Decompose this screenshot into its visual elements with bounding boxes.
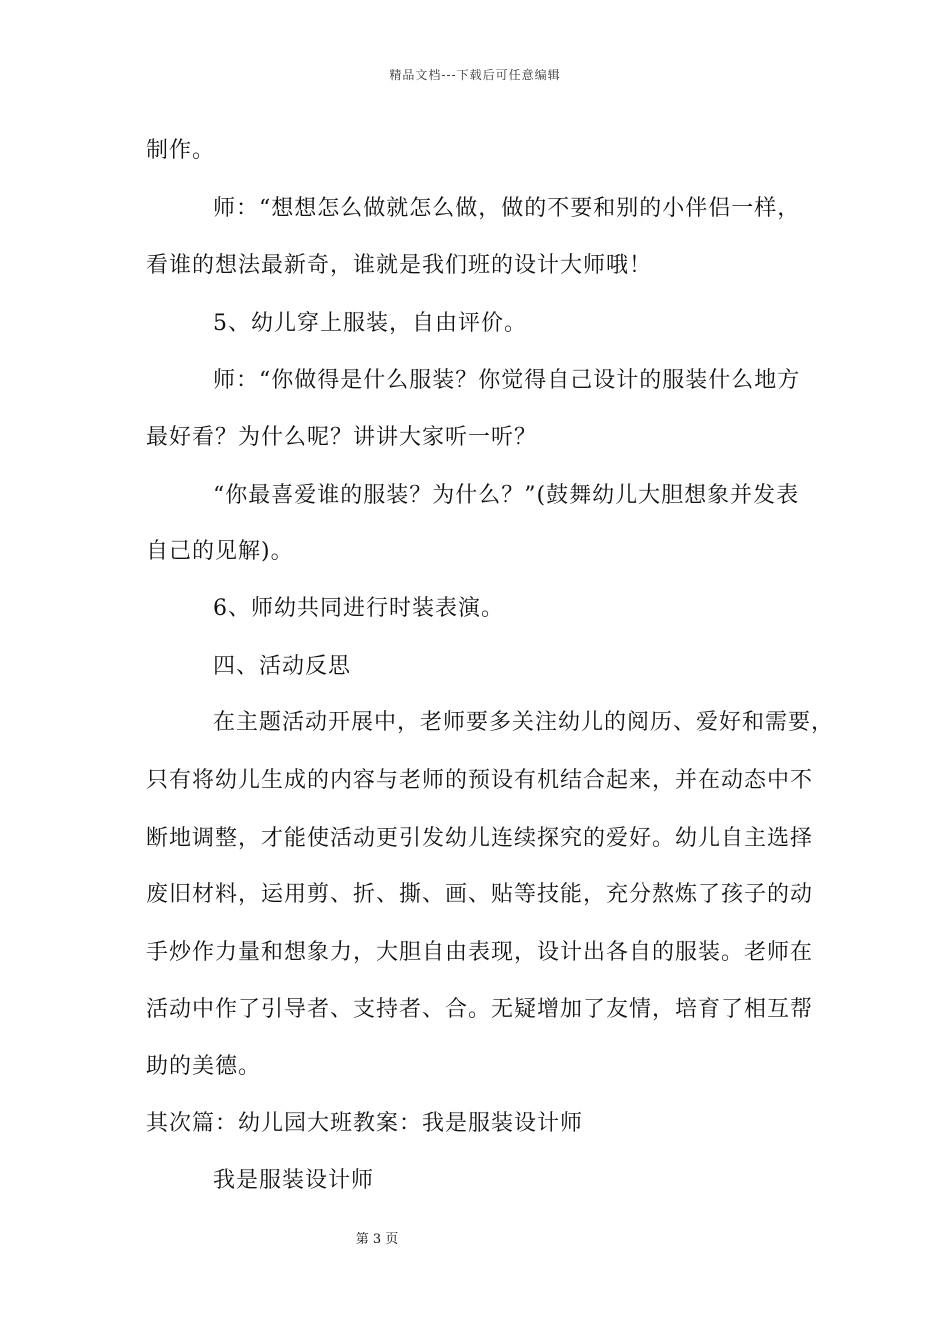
body-line-6: 最好看？为什么呢？讲讲大家听一听？ [146, 425, 538, 450]
body-line-5: 师：“你做得是什么服装？你觉得自己设计的服装什么地方 [213, 368, 801, 393]
body-line-10: 四、活动反思 [213, 654, 352, 679]
body-line-11: 在主题活动开展中，老师要多关注幼儿的阅历、爱好和需要， [213, 710, 835, 735]
body-line-12: 只有将幼儿生成的内容与老师的预设有机结合起来，并在动态中不 [146, 768, 814, 793]
page-header: 精品文档---下载后可任意编辑 [389, 68, 561, 82]
body-line-9: 6、师幼共同进行时装表演。 [213, 596, 504, 621]
body-line-1: 制作。 [146, 138, 216, 163]
section-heading: 其次篇：幼儿园大班教案：我是服装设计师 [146, 1111, 584, 1136]
body-line-13: 断地调整，才能使活动更引发幼儿连续探究的爱好。幼儿自主选择 [146, 826, 814, 851]
body-line-17: 助的美德。 [146, 1054, 262, 1079]
body-line-15: 手炒作力量和想象力，大胆自由表现，设计出各自的服装。老师在 [146, 940, 814, 965]
body-line-8: 自己的见解)。 [146, 539, 294, 564]
body-line-4: 5、幼儿穿上服装，自由评价。 [213, 311, 527, 336]
body-line-3: 看谁的想法最新奇，谁就是我们班的设计大师哦！ [146, 253, 653, 278]
body-line-7: “你最喜爱谁的服装？为什么？”(鼓舞幼儿大胆想象并发表 [213, 483, 800, 508]
body-line-14: 废旧材料，运用剪、折、撕、画、贴等技能，充分熬炼了孩子的动 [146, 882, 814, 907]
body-line-2: 师：“想想怎么做就怎么做，做的不要和别的小伴侣一样， [213, 196, 801, 221]
page-number: 第 3 页 [355, 1232, 399, 1247]
body-line-16: 活动中作了引导者、支持者、合。无疑增加了友情，培育了相互帮 [146, 997, 814, 1022]
section-title: 我是服装设计师 [213, 1168, 375, 1193]
